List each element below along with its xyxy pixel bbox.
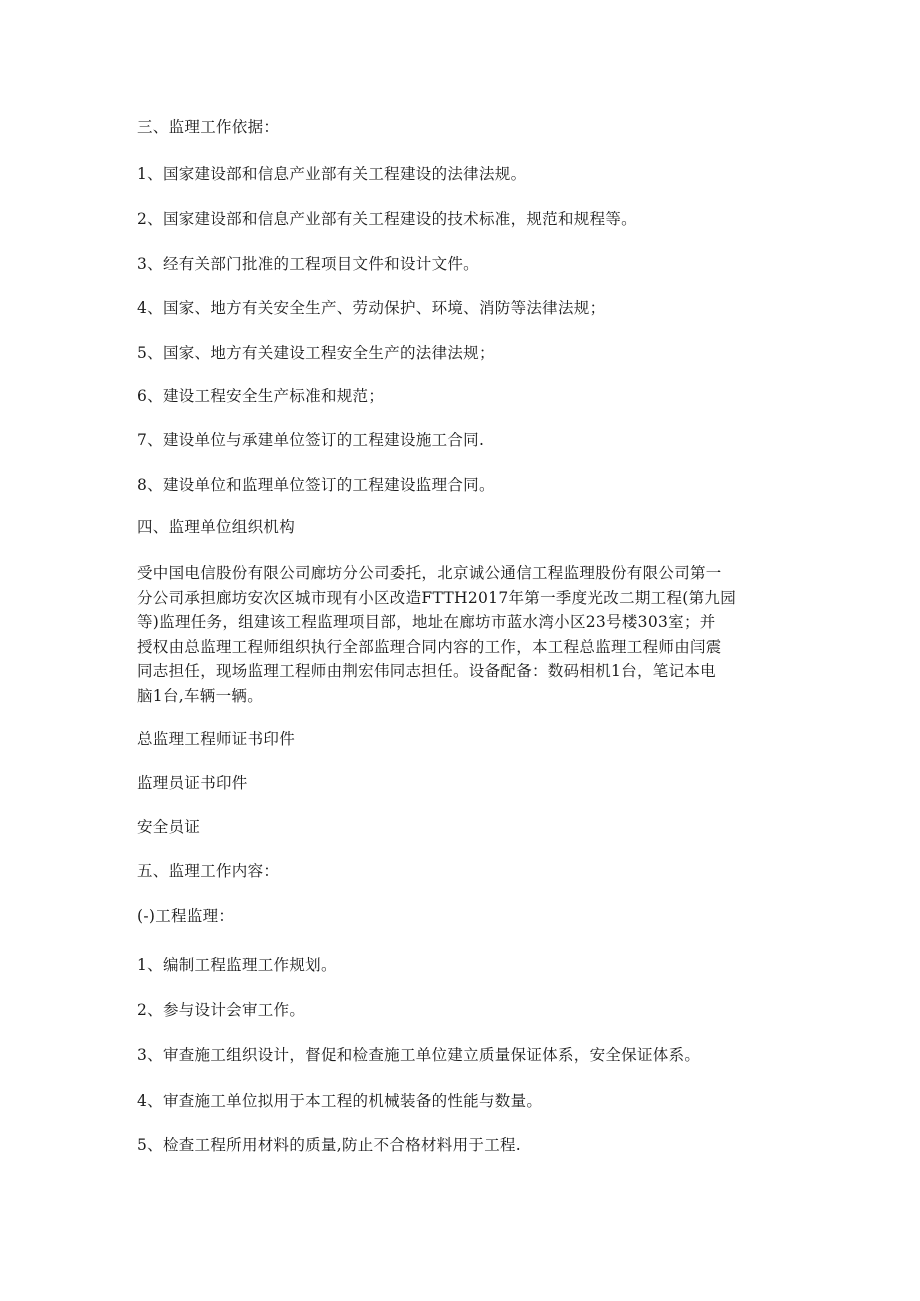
section-heading-organization: 四、监理单位组织机构 <box>137 518 296 536</box>
attachment-supervisor-cert: 监理员证书印件 <box>137 774 248 792</box>
basis-item-8: 8、建设单位和监理单位签订的工程建设监理合同。 <box>137 476 495 494</box>
paragraph-line: 同志担任，现场监理工程师由荆宏伟同志担任。设备配备：数码相机1台，笔记本电 <box>137 662 716 680</box>
paragraph-line: 授权由总监理工程师组织执行全部监理合同内容的工作，本工程总监理工程师由闫震 <box>137 637 722 656</box>
basis-item-5: 5、国家、地方有关建设工程安全生产的法律法规； <box>137 344 495 362</box>
content-item-5: 5、检查工程所用材料的质量,防止不合格材料用于工程. <box>137 1136 522 1154</box>
subsection-heading-engineering: (-)工程监理： <box>137 907 235 925</box>
basis-item-3: 3、经有关部门批准的工程项目文件和设计文件。 <box>137 255 479 273</box>
paragraph-line: 脑1台,车辆一辆。 <box>137 686 263 705</box>
content-item-3: 3、审查施工组织设计，督促和检查施工单位建立质量保证体系，安全保证体系。 <box>137 1046 701 1064</box>
section-heading-content: 五、监理工作内容： <box>137 862 280 880</box>
attachment-chief-supervisor-cert: 总监理工程师证书印件 <box>137 730 296 748</box>
section-heading-basis: 三、监理工作依据： <box>137 118 280 136</box>
basis-item-7: 7、建设单位与承建单位签订的工程建设施工合同. <box>137 431 485 449</box>
content-item-1: 1、编制工程监理工作规划。 <box>137 956 337 974</box>
basis-item-6: 6、建设工程安全生产标准和规范； <box>137 387 385 405</box>
attachment-safety-officer-cert: 安全员证 <box>137 818 201 836</box>
basis-item-2: 2、国家建设部和信息产业部有关工程建设的技术标准，规范和规程等。 <box>137 210 637 228</box>
paragraph-line: 分公司承担廊坊安次区城市现有小区改造FTTH2017年第一季度光改二期工程(第九园 <box>137 588 737 607</box>
paragraph-line: 等)监理任务，组建该工程监理项目部，地址在廊坊市蓝水湾小区23号楼303室；并 <box>137 613 716 631</box>
paragraph-line: 受中国电信股份有限公司廊坊分公司委托，北京诚公通信工程监理股份有限公司第一 <box>137 564 722 582</box>
content-item-4: 4、审查施工单位拟用于本工程的机械装备的性能与数量。 <box>137 1092 543 1110</box>
basis-item-4: 4、国家、地方有关安全生产、劳动保护、环境、消防等法律法规； <box>137 299 606 317</box>
organization-paragraph <box>137 561 777 708</box>
basis-item-1: 1、国家建设部和信息产业部有关工程建设的法律法规。 <box>137 165 527 183</box>
content-item-2: 2、参与设计会审工作。 <box>137 1001 306 1019</box>
